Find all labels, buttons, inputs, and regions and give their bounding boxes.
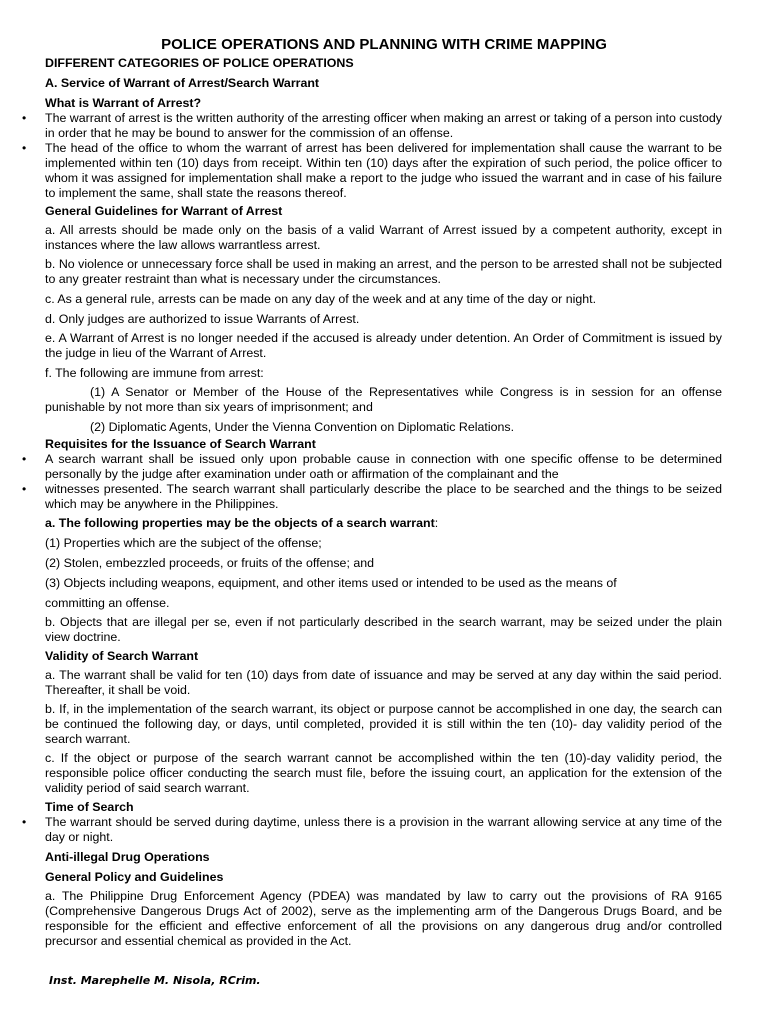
properties-heading-text: a. The following properties may be the objects of a search warrant <box>45 516 435 530</box>
guideline-item: b. No violence or unnecessary force shall be used in making an arrest, and the person to be arrested shall not be subjected to any greater restraint than what is necessary under the circumstances. <box>45 257 722 286</box>
subtitle: DIFFERENT CATEGORIES OF POLICE OPERATIONS <box>45 56 354 70</box>
validity-heading: Validity of Search Warrant <box>45 649 199 663</box>
author-footer: Inst. Marephelle M. Nisola, RCrim. <box>49 974 261 987</box>
guideline-item: a. All arrests should be made only on the basis of a valid Warrant of Arrest issued by a competent authority, except in instances where the law allows warrantless arrest. <box>45 223 722 252</box>
validity-item: b. If, in the implementation of the search warrant, its object or purpose cannot be accomplished in one day, the search can be continued the following day, or days, until completed, provided it is still within the ten (10)- day validity period of the search warrant. <box>45 702 722 746</box>
section-a-heading: A. Service of Warrant of Arrest/Search Warrant <box>45 76 320 90</box>
guideline-item: c. As a general rule, arrests can be made on any day of the week and at any time of the day or night. <box>45 292 597 306</box>
properties-heading-colon: : <box>434 516 439 530</box>
requisite-item-b: b. Objects that are illegal per se, even if not particularly described in the search warrant, may be seized under the plain view doctrine. <box>45 615 722 644</box>
bullet-item: • The head of the office to whom the warrant of arrest has been delivered for implementation shall cause the warrant to be implemented within ten (10) days from receipt. Within ten (10) days after the expiration of such period, the police officer to whom it was assigned for implementation shall make a report to the judge who issued the warrant and in case of his failure to implement the same, shall state the reasons thereof. <box>45 141 722 201</box>
bullet-item: • witnesses presented. The search warrant shall particularly describe the place to be searched and the things to be seized which may be anywhere in the Philippines. <box>45 482 722 512</box>
guideline-item: f. The following are immune from arrest: <box>45 366 264 380</box>
guideline-item: e. A Warrant of Arrest is no longer needed if the accused is already under detention. An Order of Commitment is issued by the judge in lieu of the Warrant of Arrest. <box>45 331 722 360</box>
bullet-item: • The warrant of arrest is the written authority of the arresting officer when making an arrest or taking of a person into custody in order that he may be bound to answer for the commission of an offense. <box>45 111 722 141</box>
property-item: (2) Stolen, embezzled proceeds, or fruits of the offense; and <box>45 556 374 570</box>
requisites-heading: Requisites for the Issuance of Search Warrant <box>45 437 316 451</box>
validity-item: c. If the object or purpose of the search warrant cannot be accomplished within the ten (10)-day validity period, the responsible police officer conducting the search must file, before the issuing court, an application for the extension of the validity period of said search warrant. <box>45 751 722 795</box>
guideline-item: d. Only judges are authorized to issue Warrants of Arrest. <box>45 312 360 326</box>
validity-item: a. The warrant shall be valid for ten (10) days from date of issuance and may be served at any day within the said period. Thereafter, it shall be void. <box>45 668 722 697</box>
bullet-item: • The warrant should be served during daytime, unless there is a provision in the warrant allowing service at any time of the day or night. <box>45 815 722 845</box>
property-item: committing an offense. <box>45 596 170 610</box>
immune-item: (2) Diplomatic Agents, Under the Vienna Convention on Diplomatic Relations. <box>90 420 515 434</box>
property-item: (1) Properties which are the subject of the offense; <box>45 536 322 550</box>
what-is-warrant-heading: What is Warrant of Arrest? <box>45 96 202 110</box>
time-of-search-heading: Time of Search <box>45 800 134 814</box>
page-title: POLICE OPERATIONS AND PLANNING WITH CRIME MAPPING <box>161 36 607 53</box>
properties-heading <box>45 516 722 531</box>
policy-item: a. The Philippine Drug Enforcement Agency (PDEA) was mandated by law to carry out the provisions of RA 9165 (Comprehensive Dangerous Drugs Act of 2002), serve as the implementing arm of the Dangerous Drugs Board, and be responsible for the efficient and effective enforcement of all the provisions on any dangerous drug and/or controlled precursor and essential chemical as provided in the Act. <box>45 889 722 948</box>
document-body <box>45 56 722 949</box>
anti-drug-heading: Anti-illegal Drug Operations <box>45 850 210 864</box>
immune-item: (1) A Senator or Member of the House of the Representatives while Congress is in session for an offense punishable by not more than six years of imprisonment; and <box>45 385 722 414</box>
bullet-item: • A search warrant shall be issued only upon probable cause in connection with one specific offense to be determined personally by the judge after examination under oath or affirmation of the complainant and the <box>45 452 722 482</box>
property-item: (3) Objects including weapons, equipment, and other items used or intended to be used as the means of <box>45 576 617 590</box>
policy-heading: General Policy and Guidelines <box>45 870 224 884</box>
general-guidelines-heading: General Guidelines for Warrant of Arrest <box>45 204 283 218</box>
